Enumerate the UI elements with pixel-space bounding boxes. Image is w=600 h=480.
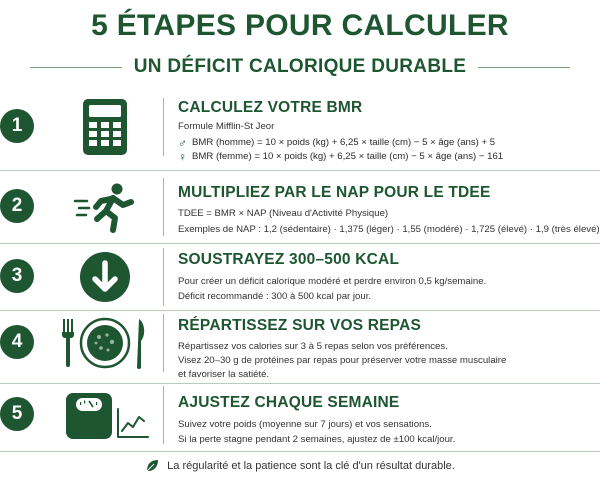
section-divider [0,451,600,452]
leaf-icon [145,459,159,473]
section-divider [0,170,600,171]
footer [0,456,600,476]
step-content [178,382,598,447]
step-text: Suivez votre poids (moyenne sur 7 jours) et vos sensations. [178,419,432,430]
step-heading: RÉPARTISSEZ SUR VOS REPAS [178,317,421,334]
step-divider [163,178,164,236]
step-number: 5 [0,397,34,431]
step-text: Déficit recommandé : 300 à 500 kcal par jour. [178,291,372,302]
step-3 [0,244,600,310]
scale-chart-icon [50,384,160,446]
step-number: 2 [0,189,34,223]
step-divider [163,248,164,306]
step-content [178,310,598,382]
footer-text: La régularité et la patience sont la clé d'un résultat durable. [167,460,455,472]
formula-female [178,150,598,164]
step-heading: CALCULEZ VOTRE BMR [178,99,363,116]
male-icon: ♂ [178,136,187,150]
down-arrow-icon [60,246,150,308]
step-text: Pour créer un déficit calorique modéré et perdre environ 0,5 kg/semaine. [178,276,487,287]
step-text: Formule Mifflin-St Jeor [178,121,275,132]
step-number: 1 [0,109,34,143]
step-text: Visez 20–30 g de protéines par repas pour préserver votre masse musculaire [178,355,507,366]
step-number: 3 [0,259,34,293]
subtitle-row [0,52,600,82]
subtitle-rule-left [30,67,122,68]
step-text: et favoriser la satiété. [178,369,270,380]
step-heading: MULTIPLIEZ PAR LE NAP POUR LE TDEE [178,184,491,201]
step-heading: AJUSTEZ CHAQUE SEMAINE [178,394,400,411]
formula-male [178,136,598,150]
step-divider [163,386,164,444]
plate-cutlery-icon [50,312,160,374]
step-heading: SOUSTRAYEZ 300–500 KCAL [178,251,400,268]
subtitle-rule-right [478,67,570,68]
step-5 [0,382,600,448]
calculator-icon [60,96,150,158]
step-text: Exemples de NAP : 1,2 (sédentaire) · 1,375 (léger) · 1,55 (modéré) · 1,725 (élevé) · 1,9 (très élevé) [178,224,600,235]
step-text: Répartissez vos calories sur 3 à 5 repas selon vos préférences. [178,341,448,352]
step-text: Si la perte stagne pendant 2 semaines, ajustez de ±100 kcal/jour. [178,434,456,445]
page-title: 5 ÉTAPES POUR CALCULER [91,9,509,42]
step-4 [0,310,600,380]
step-text: TDEE = BMR × NAP (Niveau d'Activité Physique) [178,208,389,219]
page-subtitle: UN DÉFICIT CALORIQUE DURABLE [133,56,467,77]
step-content [178,174,598,237]
step-content [178,244,598,304]
female-icon: ♀ [178,150,187,164]
step-2 [0,174,600,240]
step-content [178,94,598,164]
step-divider [163,314,164,372]
step-number: 4 [0,325,34,359]
formula-text: BMR (femme) = 10 × poids (kg) + 6,25 × taille (cm) − 5 × âge (ans) − 161 [192,151,504,162]
step-1 [0,94,600,164]
running-person-icon [60,176,150,238]
step-divider [163,98,164,156]
formula-text: BMR (homme) = 10 × poids (kg) + 6,25 × taille (cm) − 5 × âge (ans) + 5 [192,137,496,148]
